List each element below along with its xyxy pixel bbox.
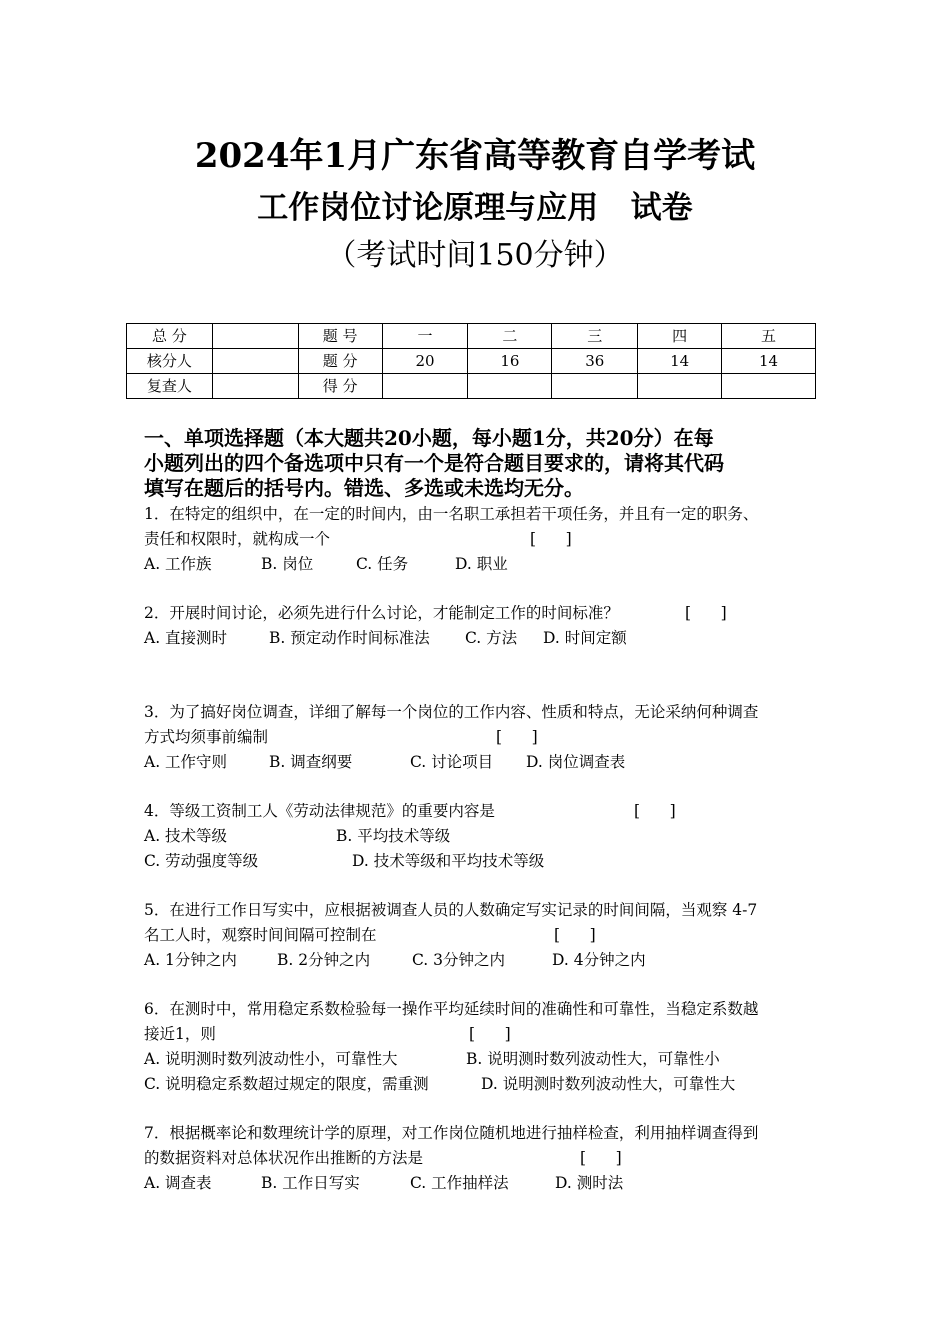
option-a: A. 调查表 [144, 1174, 212, 1192]
table-cell: 三 [552, 324, 638, 349]
answer-bracket[interactable]: [ ] [469, 1025, 511, 1043]
option-d: D. 岗位调查表 [526, 753, 626, 771]
option-a: A. 直接测时 [144, 629, 228, 647]
question-stem: 6．在测时中，常用稳定系数检验每一操作平均延续时间的准确性和可靠性，当稳定系数越 [144, 1000, 759, 1018]
question-5 [144, 898, 812, 973]
option-c: C. 说明稳定系数超过规定的限度，需重测 [144, 1075, 429, 1093]
table-cell [212, 324, 298, 349]
option-d: D. 测时法 [555, 1174, 624, 1192]
table-cell: 16 [468, 349, 552, 374]
answer-bracket[interactable]: [ ] [554, 926, 596, 944]
question-1 [144, 502, 812, 577]
option-b: B. 2分钟之内 [277, 951, 371, 969]
table-row [127, 324, 816, 349]
option-d: D. 说明测时数列波动性大，可靠性大 [481, 1075, 736, 1093]
question-stem: 责任和权限时，就构成一个 [144, 530, 331, 548]
table-cell[interactable] [382, 374, 468, 399]
table-cell[interactable] [638, 374, 722, 399]
question-stem: 2．开展时间讨论，必须先进行什么讨论，才能制定工作的时间标准？ [144, 604, 619, 622]
table-row [127, 374, 816, 399]
option-c: C. 方法 [465, 629, 518, 647]
question-6 [144, 997, 812, 1097]
option-b: B. 岗位 [261, 555, 314, 573]
question-stem: 5．在进行工作日写实中，应根据被调查人员的人数确定写实记录的时间间隔，当观察 4-7 [144, 901, 758, 919]
option-b: B. 平均技术等级 [336, 827, 451, 845]
option-d: D. 技术等级和平均技术等级 [352, 852, 545, 870]
table-cell: 一 [382, 324, 468, 349]
section-heading-line: 小题列出的四个备选项中只有一个是符合题目要求的，请将其代码 [144, 451, 724, 475]
question-stem: 名工人时，观察时间间隔可控制在 [144, 926, 377, 944]
question-stem: 7．根据概率论和数理统计学的原理，对工作岗位随机地进行抽样检查，利用抽样调查得到 [144, 1124, 759, 1142]
table-cell: 20 [382, 349, 468, 374]
option-c: C. 劳动强度等级 [144, 852, 259, 870]
question-stem: 1．在特定的组织中，在一定的时间内，由一名职工承担若干项任务，并且有一定的职务、 [144, 505, 759, 523]
table-cell: 题 分 [298, 349, 382, 374]
question-7 [144, 1121, 812, 1196]
table-cell: 14 [722, 349, 816, 374]
option-c: C. 3分钟之内 [412, 951, 506, 969]
exam-title: 2024年1月广东省高等教育自学考试 [194, 136, 756, 176]
question-stem: 方式均须事前编制 [144, 728, 269, 746]
table-cell: 总 分 [127, 324, 213, 349]
table-cell: 14 [638, 349, 722, 374]
question-stem: 3．为了搞好岗位调查，详细了解每一个岗位的工作内容、性质和特点，无论采纳何种调查 [144, 703, 759, 721]
score-table [126, 323, 816, 399]
table-cell: 五 [722, 324, 816, 349]
table-cell[interactable] [722, 374, 816, 399]
option-d: D. 4分钟之内 [552, 951, 646, 969]
option-a: A. 技术等级 [144, 827, 228, 845]
answer-bracket[interactable]: [ ] [634, 802, 676, 820]
table-cell[interactable] [552, 374, 638, 399]
option-a: A. 1分钟之内 [144, 951, 237, 969]
option-b: B. 预定动作时间标准法 [269, 629, 430, 647]
table-cell: 复查人 [127, 374, 213, 399]
option-a: A. 工作守则 [144, 753, 228, 771]
question-stem: 接近1，则 [144, 1025, 216, 1043]
option-b: B. 调查纲要 [269, 753, 353, 771]
table-cell: 题 号 [298, 324, 382, 349]
table-cell[interactable] [212, 349, 298, 374]
table-cell: 核分人 [127, 349, 213, 374]
option-a: A. 工作族 [144, 555, 212, 573]
question-3 [144, 700, 812, 775]
table-cell[interactable] [468, 374, 552, 399]
answer-bracket[interactable]: [ ] [530, 530, 572, 548]
table-cell: 二 [468, 324, 552, 349]
section-heading-line: 填写在题后的括号内。错选、多选或未选均无分。 [144, 476, 584, 500]
answer-bracket[interactable]: [ ] [580, 1149, 622, 1167]
option-d: D. 职业 [455, 555, 508, 573]
table-cell: 得 分 [298, 374, 382, 399]
answer-bracket[interactable]: [ ] [496, 728, 538, 746]
option-c: C. 工作抽样法 [410, 1174, 509, 1192]
section-heading-line: 一、单项选择题（本大题共20小题，每小题1分，共20分）在每 [144, 426, 714, 450]
question-4 [144, 799, 812, 874]
exam-subject: 工作岗位讨论原理与应用 试卷 [257, 190, 693, 226]
table-cell[interactable] [212, 374, 298, 399]
section-heading [144, 426, 814, 501]
option-b: B. 工作日写实 [261, 1174, 360, 1192]
question-2 [144, 601, 812, 651]
exam-duration: （考试时间150分钟） [326, 238, 624, 273]
question-stem: 4．等级工资制工人《劳动法律规范》的重要内容是 [144, 802, 495, 820]
option-a: A. 说明测时数列波动性小，可靠性大 [144, 1050, 398, 1068]
option-c: C. 任务 [356, 555, 409, 573]
option-b: B. 说明测时数列波动性大，可靠性小 [466, 1050, 720, 1068]
table-cell: 四 [638, 324, 722, 349]
option-d: D. 时间定额 [543, 629, 627, 647]
table-cell: 36 [552, 349, 638, 374]
question-stem: 的数据资料对总体状况作出推断的方法是 [144, 1149, 424, 1167]
answer-bracket[interactable]: [ ] [685, 604, 727, 622]
table-row [127, 349, 816, 374]
option-c: C. 讨论项目 [410, 753, 494, 771]
